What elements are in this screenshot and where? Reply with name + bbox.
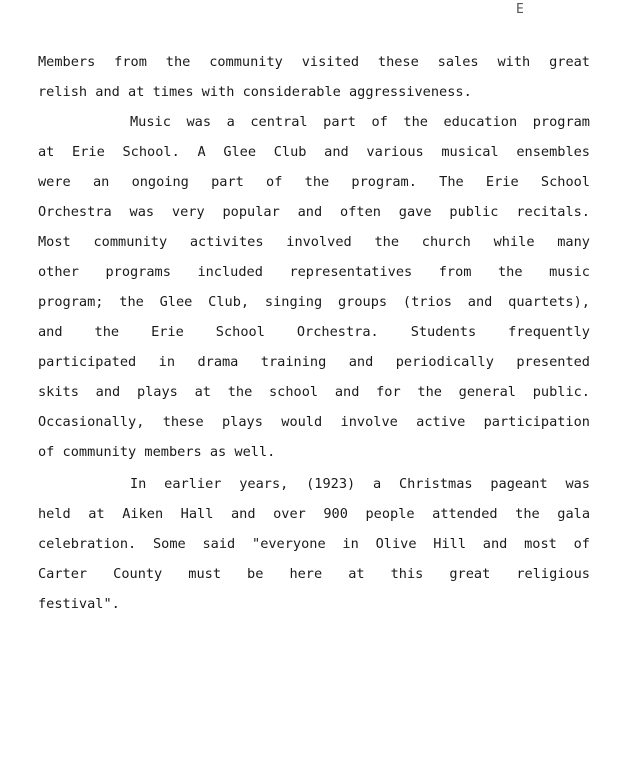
text-line-4: at Erie School. A Glee Club and various musical ensembles bbox=[38, 144, 590, 160]
text-line-2: relish and at times with considerable aggressiveness. bbox=[38, 84, 472, 100]
text-line-1: Members from the community visited these sales with great bbox=[38, 54, 590, 70]
text-line-12: skits and plays at the school and for the general public. bbox=[38, 384, 590, 400]
text-line-5: were an ongoing part of the program. The Erie School bbox=[38, 174, 590, 190]
text-line-7: Most community activites involved the church while many bbox=[38, 234, 590, 250]
text-line-3: Music was a central part of the education program bbox=[130, 114, 590, 130]
text-line-19: festival". bbox=[38, 596, 120, 612]
text-line-15: In earlier years, (1923) a Christmas pageant was bbox=[130, 476, 590, 492]
text-line-14: of community members as well. bbox=[38, 444, 276, 460]
text-line-10: and the Erie School Orchestra. Students frequently bbox=[38, 324, 590, 340]
text-line-18: Carter County must be here at this great religious bbox=[38, 566, 590, 582]
page-number: E bbox=[516, 2, 525, 17]
text-line-16: held at Aiken Hall and over 900 people attended the gala bbox=[38, 506, 590, 522]
text-line-17: celebration. Some said "everyone in Olive Hill and most of bbox=[38, 536, 590, 552]
text-line-8: other programs included representatives from the music bbox=[38, 264, 590, 280]
text-line-6: Orchestra was very popular and often gave public recitals. bbox=[38, 204, 590, 220]
text-line-9: program; the Glee Club, singing groups (trios and quartets), bbox=[38, 294, 590, 310]
text-line-11: participated in drama training and periodically presented bbox=[38, 354, 590, 370]
text-line-13: Occasionally, these plays would involve active participation bbox=[38, 414, 590, 430]
